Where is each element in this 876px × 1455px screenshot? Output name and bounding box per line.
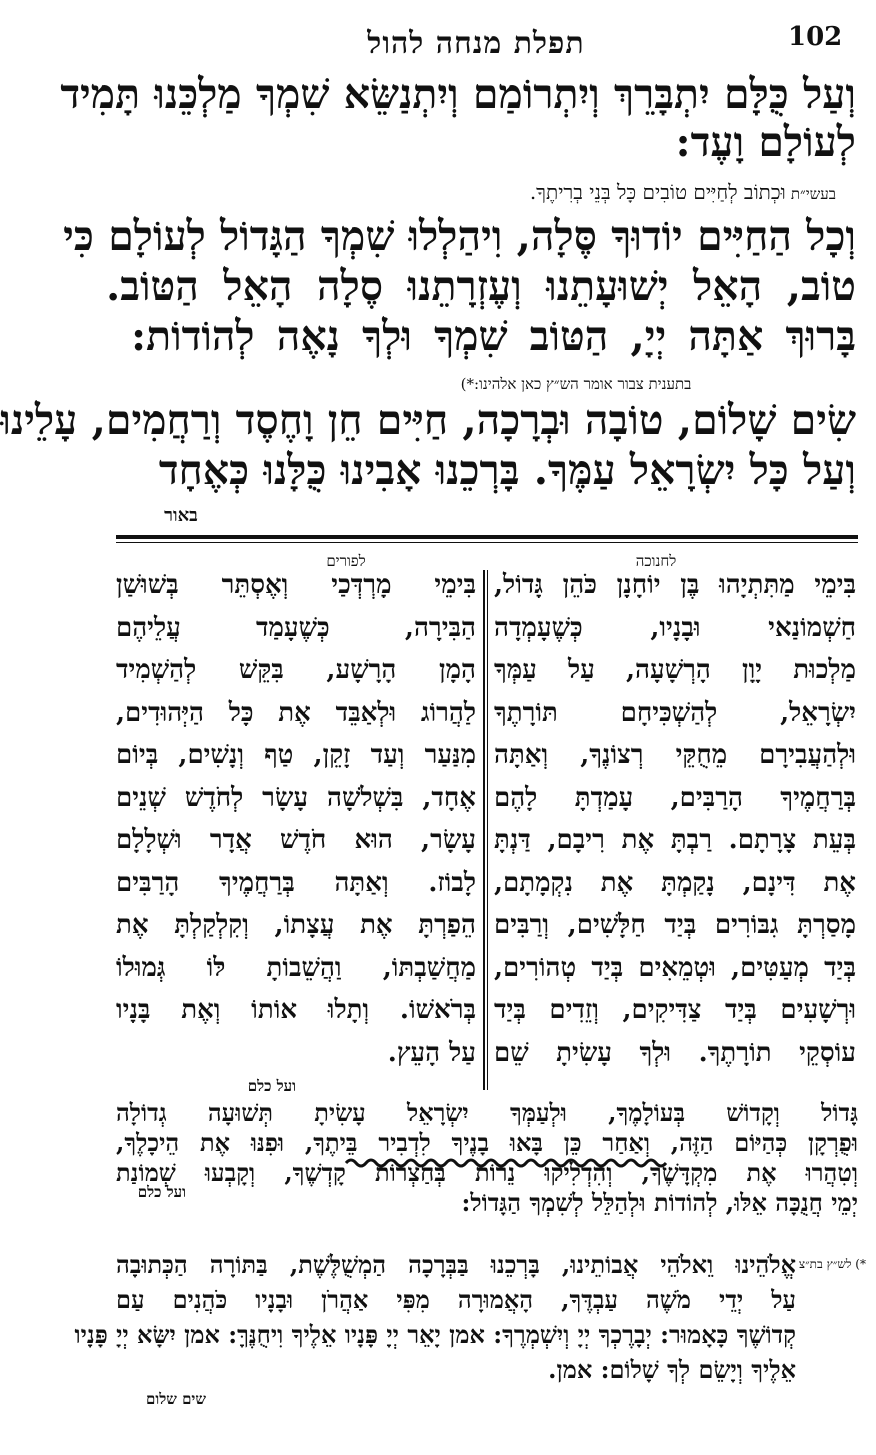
text-line: אֶת דִּינָם, נָקַמְתָּ אֶת נִקְמָתָם, [494,867,856,898]
text-line: עוֹסְקֵי תוֹרָתֶךָ. וּלְךָ עָשִׂיתָ שֵׁם [494,1037,856,1068]
text-line: טוֹב, הָאֵל יְשׁוּעָתֵנוּ וְעֶזְרָתֵנוּ סֶלָה הָאֵל הַטּוֹב. [106,262,856,310]
text-line: וְעַל כָּל יִשְׂרָאֵל עַמֶּךָ. בָּרְכֵנוּ אָבִינוּ כֻּלָּנוּ כְּאֶחָד [158,446,856,494]
text-line: וְכָל הַחַיִּים יוֹדוּךָ סֶּלָה, וִיהַלְלוּ שִׁמְךָ הַגָּדוֹל לְעוֹלָם כִּי [63,212,856,260]
footnote-end-ref: שים שלום [146,1390,206,1408]
text-line: שִׂים שָׁלוֹם, טוֹבָה וּבְרָכָה, חַיִּים חֵן וָחֶסֶד וְרַחֲמִים, עָלֵינוּ [0,396,856,444]
footnote [74,1250,796,1420]
text-line: חַשְׁמוֹנַאי וּבָנָיו, כְּשֶׁעָמְדָה [494,612,856,643]
text-line: אֵלֶיךָ וְיָשֵׂם לְךָ שָׁלוֹם: אמן. [548,1355,796,1384]
column-divider [487,570,488,1090]
text-line: עַל הָעֵץ. [387,1037,476,1068]
purim-column [116,570,476,1100]
insert-text: וּכְתוֹב לְחַיִּים טוֹבִים כָּל בְּנֵי בְרִיתֶךָ. [529,180,786,204]
text-line: לַהֲרוֹג וּלְאַבֵּד אֶת כָּל הַיְּהוּדִים, [116,697,476,728]
text-line: מָסַרְתָּ גִבּוֹרִים בְּיַד חַלָּשִׁים, וְרַבִּים [494,910,856,940]
text-line: מַלְכוּת יָוָן הָרְשָׁעָה, עַל עַמְּךָ [494,655,856,685]
text-line: וְעַל כֻּלָּם יִתְבָּרֵךְ וְיִתְרוֹמַם וְיִתְנַשֵּׂא שִׁמְךָ מַלְכֵּנוּ תָּמִיד [60,70,856,118]
text-line: בִּימֵי מַתִּתְיָהוּ בֶּן יוֹחָנָן כֹּהֵן גָּדוֹל, [494,570,856,600]
insert-line [226,180,836,205]
text-line: וּלְהַעֲבִירָם מֵחֻקֵּי רְצוֹנֶךָ, וְאַתָּה [494,740,856,770]
footnote-marker: *) לש״ץ בת״צ [798,1257,866,1271]
text-line: בָּרוּךְ אַתָּה יְיָ, הַטּוֹב שִׁמְךָ וּלְךָ נָאֶה לְהוֹדוֹת: [131,312,856,360]
divider [116,542,858,543]
fast-day-note: בתענית צבור אומר הש״ץ כאן אלהינו:*) [460,375,692,393]
text-line: בְּרֹאשׁוֹ. וְתָלוּ אוֹתוֹ וְאֶת בָּנָיו [116,995,476,1025]
text-line: מִנַּעַר וְעַד זָקֵן, טַף וְנָשִׁים, בְּיוֹם [116,740,476,770]
text-line: מַחֲשַׁבְתּוֹ, וַהֲשֵׁבוֹתָ לּוֹ גְּמוּלוֹ [116,952,476,983]
text-line: בִּימֵי מָרְדְּכַי וְאֶסְתֵּר בְּשׁוּשַׁן [116,570,476,600]
text-line: בְּעֵת צָרָתָם. רַבְתָּ אֶת רִיבָם, דַּנְתָּ [494,825,856,855]
text-line: עָשָׂר, הוּא חֹדֶשׁ אֲדָר וּשְׁלָלָם [116,825,476,855]
text-line: גָּדוֹל וְקָדוֹשׁ בְּעוֹלָמֶךָ, וּלְעַמְּךָ יִשְׂרָאֵל עָשִׂיתָ תְּשׁוּעָה גְדוֹלָה [116,1098,858,1127]
text-line: אֱלֹהֵינוּ וֵאלֹהֵי אֲבוֹתֵינוּ, בָּרְכֵנוּ בַּבְּרָכָה הַמְשֻׁלֶּשֶׁת, בַּתּוֹרָה הַכְּתוּבָה [116,1250,796,1279]
text-line: בְּרַחֲמֶיךָ הָרַבִּים, עָמַדְתָּ לָהֶם [494,782,856,813]
text-line: בְּיַד מְעַטִּים, וּטְמֵאִים בְּיַד טְהוֹרִים, [494,952,856,983]
line-tail: באור [164,505,198,526]
page-title: תפלת מנחה להול [367,26,585,61]
text-line: לָבוֹז. וְאַתָּה בְּרַחֲמֶיךָ הָרַבִּים [116,867,476,898]
text-line: עַל יְדֵי מֹשֶׁה עַבְדֶּךָ, הָאֲמוּרָה מִפִּי אַהֲרֹן וּבָנָיו כֹּהֲנִים עַם [116,1285,796,1314]
wavy-divider [346,1155,666,1171]
text-line: קְדוֹשֶׁךָ כָּאָמוּר: יְבָרֶכְךָ יְיָ וְיִשְׁמְרֶךָ: אמן יָאֵר יְיָ פָּנָיו אֵלֶיךָ וִיחֻנֶּךָּ: אמן יִשָּׂא יְיָ פָּנָיו [74,1320,796,1349]
insert-label: בעשי״ת [790,185,836,203]
column-divider [483,570,485,1090]
divider [116,535,858,539]
text-line: יִשְׂרָאֵל, לְהַשְׁכִּיחָם תּוֹרָתֶךָ [494,697,856,728]
text-line: וּרְשָׁעִים בְּיַד צַדִּיקִים, וְזֵדִים בְּיַד [494,995,856,1025]
text-line: אֶחָד, בִּשְׁלֹשָׁה עָשָׂר לְחֹדֶשׁ שְׁנֵים [116,782,476,813]
purim-heading: לפורים [326,552,366,570]
text-line: יְמֵי חֲנֻכָּה אֵלּוּ, לְהוֹדוֹת וּלְהַלֵּל לְשִׁמְךָ הַגָּדוֹל: [461,1188,858,1217]
chanukah-heading: לחנוכה [635,552,677,570]
continuation-end-ref: ועל כלם [137,1183,186,1201]
text-line: וּפֻרְקָן כְּהַיּוֹם הַזֶּה, וְאַחַר כֵּן בָּאוּ בָנֶיךָ לִדְבִיר בֵּיתֶךָ, וּפִנּוּ אֶת הֵיכָלֶךָ, [116,1128,858,1157]
text-line: הֵפַרְתָּ אֶת עֲצָתוֹ, וְקִלְקַלְתָּ אֶת [116,910,476,940]
text-line: הָמָן הָרָשָׁע, בִּקֵּשׁ לְהַשְׁמִיד [116,655,476,685]
text-line: הַבִּירָה, כְּשֶׁעָמַד עֲלֵיהֶם [116,612,476,643]
text-line: וְטִהֲרוּ אֶת מִקְדָּשֶׁךָ, וְהִדְלִיקוּ נֵרוֹת בְּחַצְרוֹת קָדְשֶׁךָ, וְקָבְעוּ שְׁמוֹנַת [116,1158,858,1187]
chanukah-column [494,570,856,1100]
text-line: לְעוֹלָם וָעֶד: [675,118,856,166]
purim-end-ref: ועל כלם [247,1077,296,1095]
page-number: 102 [788,22,843,52]
